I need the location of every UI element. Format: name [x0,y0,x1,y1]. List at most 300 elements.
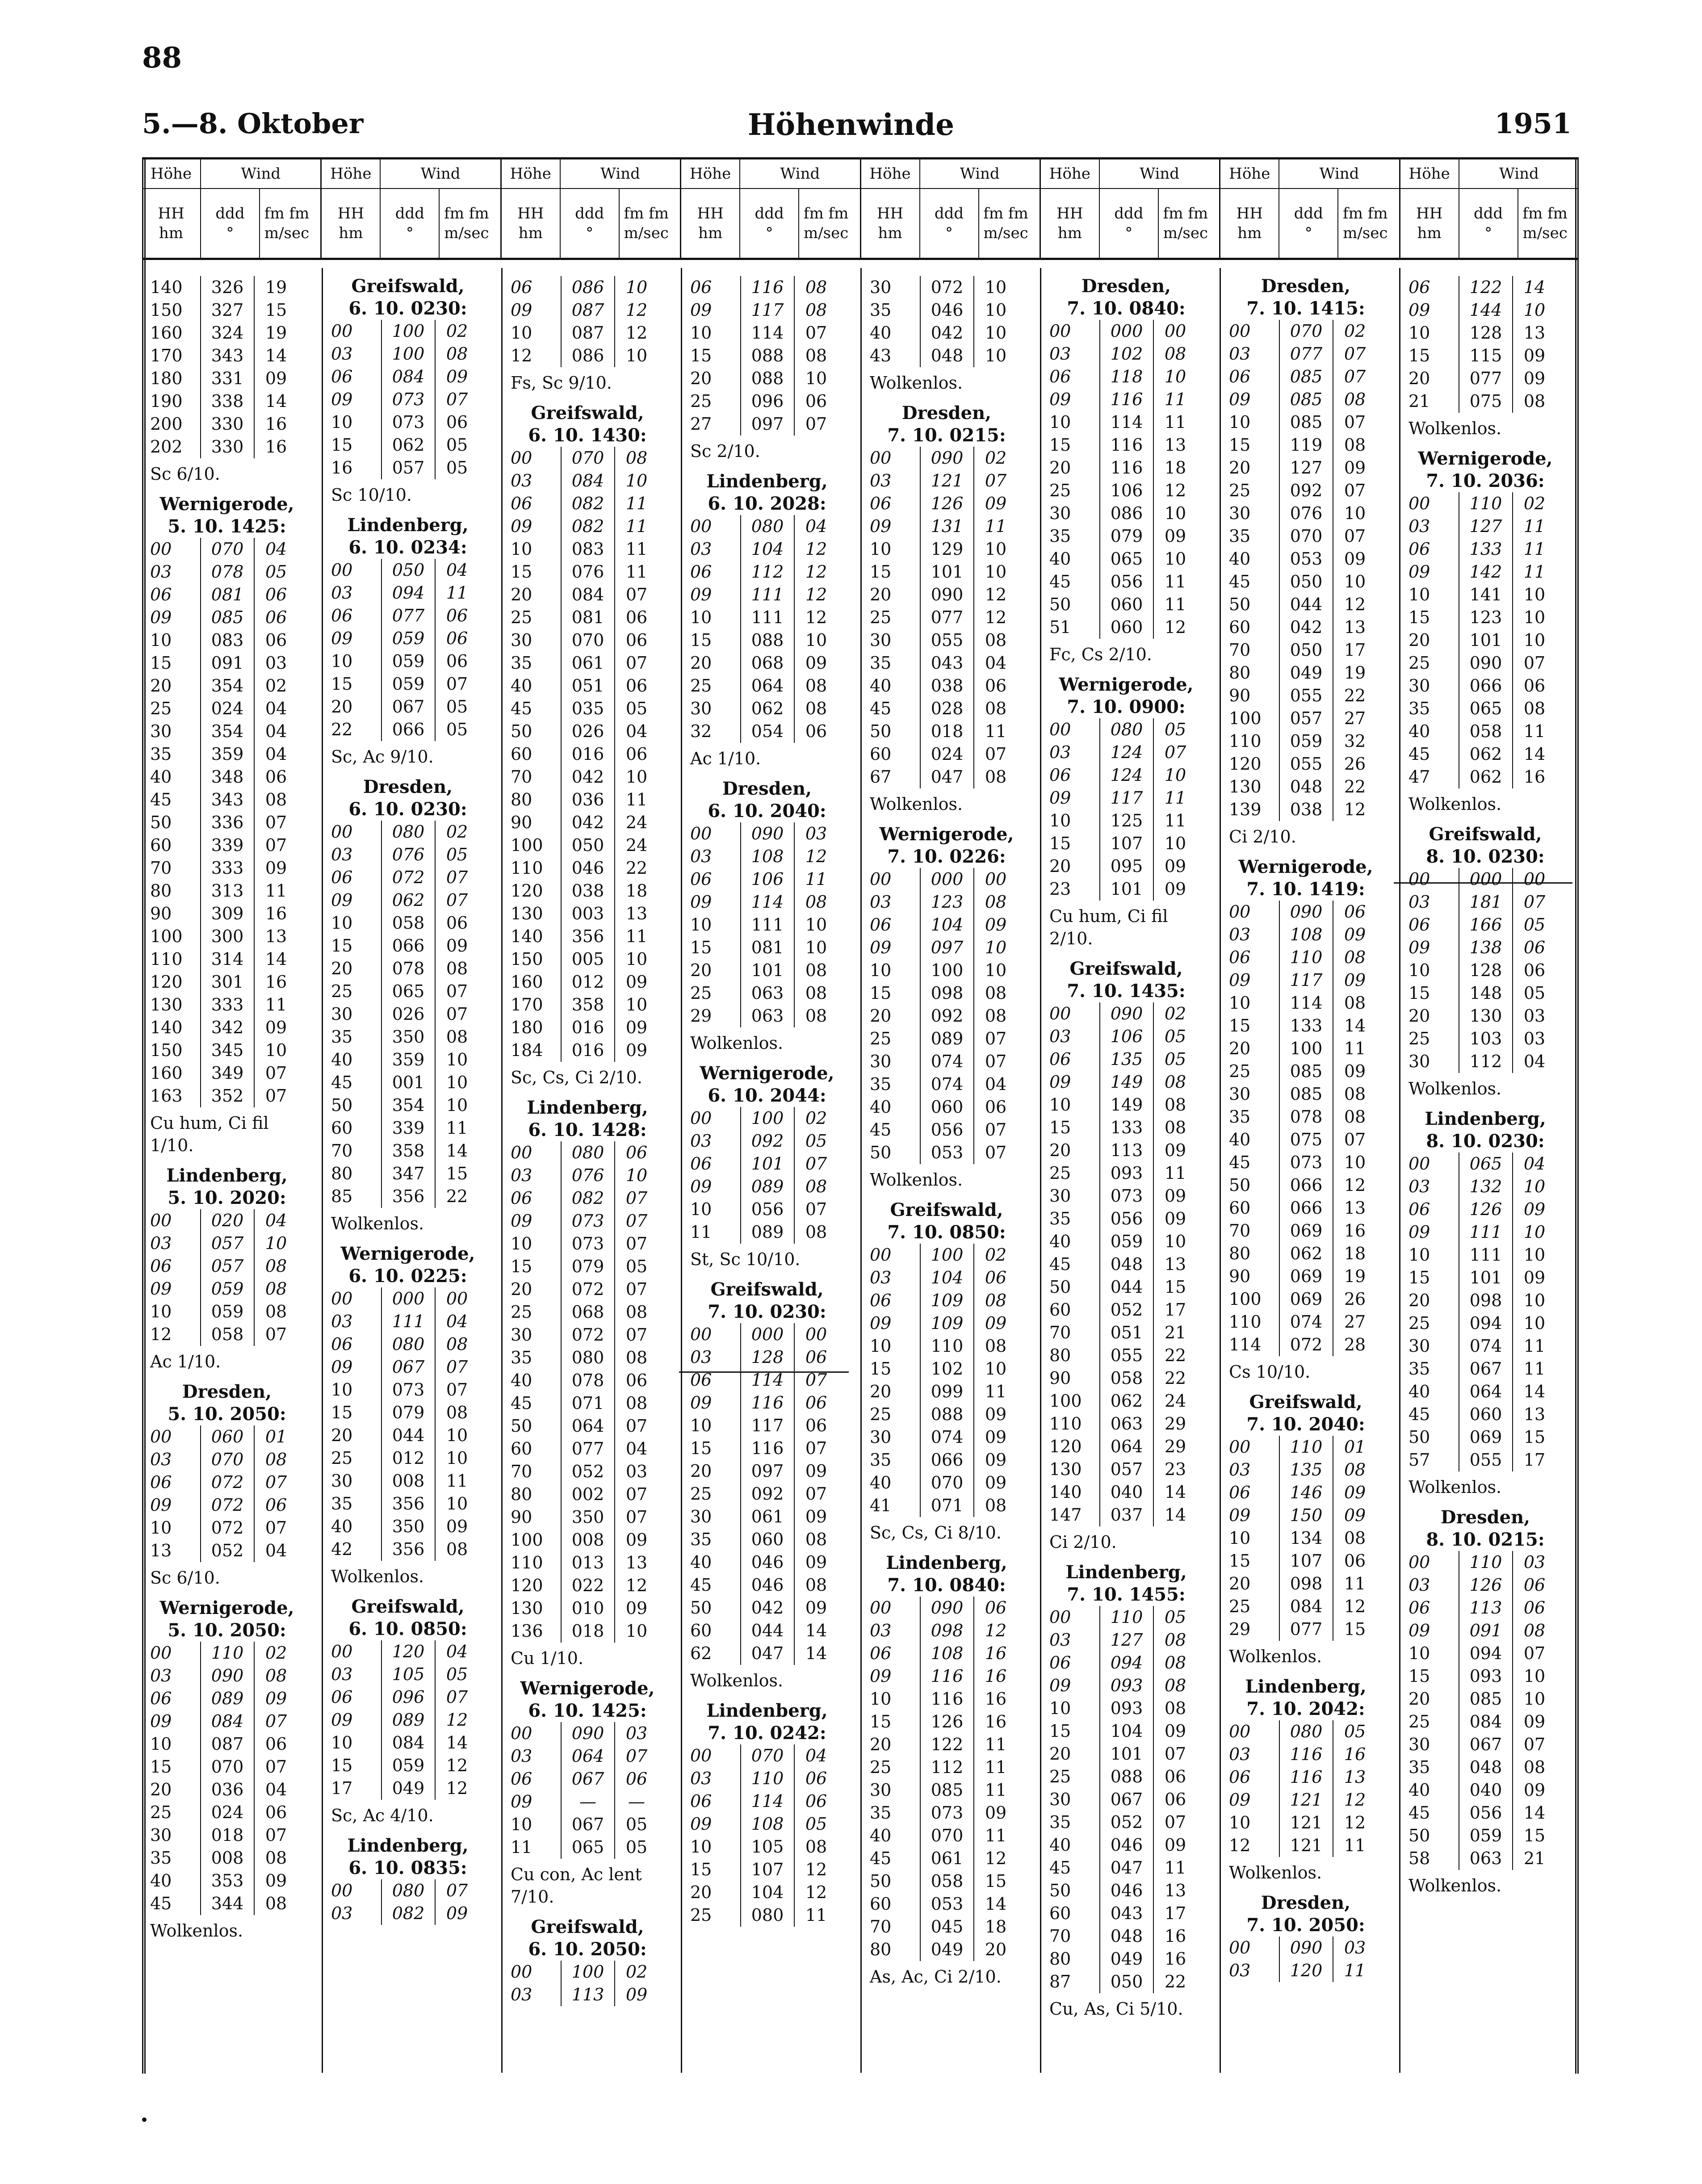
direction-cell: 052 [1099,1811,1154,1834]
table-row [682,868,852,891]
height-cell: 00 [150,1211,172,1230]
speed-cell: 18 [985,1917,1007,1937]
cloud-note: Cu 1/10. [511,1648,584,1668]
table-row [682,1175,852,1198]
height-cell: 06 [690,869,712,889]
table-row [1041,1606,1211,1629]
table-row [862,1027,1031,1050]
speed-cell: 09 [265,1871,287,1891]
station-name: Wernigerode, [340,1243,475,1264]
height-cell: 30 [1049,1790,1071,1809]
direction-cell: 079 [1099,525,1154,548]
speed-cell: 10 [985,938,1007,957]
height-cell: 10 [690,915,712,935]
direction-cell: 087 [561,299,615,322]
height-cell: 09 [150,1279,172,1299]
height-cell: 20 [1409,1006,1430,1026]
direction-cell: 046 [561,857,615,880]
speed-cell: 08 [625,1393,648,1413]
direction-cell: 020 [200,1209,255,1232]
speed-cell: 10 [625,767,648,787]
data-column [1399,268,1570,2073]
height-cell: 00 [150,539,172,559]
speed-cell: 02 [265,676,287,696]
speed-cell: 08 [1344,1084,1366,1104]
speed-cell: 09 [1344,1505,1366,1525]
table-row [1221,1550,1391,1572]
height-cell: 03 [331,845,353,864]
speed-cell: 07 [1164,1812,1186,1832]
table-row [142,720,312,743]
height-cell: 06 [1229,947,1251,967]
station-name: Greifswald, [1249,1392,1362,1413]
height-cell: 30 [1409,676,1430,696]
height-cell: 10 [690,1837,712,1857]
height-cell: 35 [1229,1107,1251,1127]
cloud-note: Cu con, Ac lent 7/10. [511,1865,642,1907]
height-cell: 16 [331,458,353,478]
cloud-note: Cu hum, Ci fil 1/10. [150,1113,269,1155]
speed-cell: 06 [446,629,468,648]
direction-cell: 066 [381,935,436,957]
height-cell: 25 [1049,1163,1071,1183]
speed-cell: 08 [1344,947,1366,967]
direction-cell: 089 [740,1175,795,1198]
station-readings [862,447,1031,788]
table-row [323,1879,493,1902]
direction-cell: 055 [1279,684,1333,707]
speed-cell: 08 [805,699,827,718]
direction-cell: 065 [1459,697,1513,720]
direction-cell: 109 [920,1312,974,1335]
height-cell: 15 [1229,1551,1251,1571]
direction-cell: 008 [200,1847,255,1870]
table-row [323,1379,493,1401]
direction-cell: 064 [1459,1380,1513,1403]
speed-cell: 08 [265,1666,287,1685]
speed-cell: 07 [446,1380,468,1400]
table-row [862,1266,1031,1289]
height-cell: 06 [690,277,712,297]
speed-cell: 08 [985,767,1007,787]
table-row [862,299,1031,322]
table-row [1041,855,1211,878]
height-cell: 190 [150,391,183,411]
speed-cell: 08 [265,790,287,809]
fmfm-label: fm fm [983,205,1028,222]
hm-label: hm [878,224,902,242]
height-cell: 03 [511,1746,532,1766]
height-cell: 50 [150,813,172,832]
speed-cell: 06 [1344,902,1366,922]
speed-cell: 19 [1344,1266,1366,1286]
table-row [862,1141,1031,1164]
direction-cell: — [561,1790,615,1813]
direction-cell: 072 [561,1278,615,1301]
speed-cell: 16 [985,1689,1007,1709]
observation-time: 7. 10. 0840: [887,1575,1006,1596]
table-row [862,583,1031,606]
table-row [1041,1139,1211,1162]
direction-cell: 062 [381,434,436,457]
direction-cell: 059 [381,1754,436,1777]
table-row [862,1893,1031,1916]
speed-cell: 06 [1344,1551,1366,1571]
table-row [1041,809,1211,832]
table-row [1400,1244,1570,1266]
table-row [682,720,852,743]
table-row [503,1210,672,1232]
speed-cell: 07 [1523,1735,1546,1754]
table-row [682,1505,852,1528]
speed-cell: 09 [446,367,468,386]
print-mark [142,2117,147,2122]
height-cell: 03 [1229,1961,1251,1980]
table-row [323,1003,493,1026]
speed-cell: 13 [1523,323,1546,343]
height-cell: 06 [1049,367,1071,386]
direction-cell: 080 [381,1333,436,1356]
observation-time: 6. 10. 2050: [528,1939,647,1960]
speed-cell: 15 [1523,1826,1546,1845]
speed-cell: 09 [1523,369,1546,388]
table-row [503,276,672,299]
table-row [1041,832,1211,855]
data-column [501,268,672,2073]
table-row [503,606,672,629]
direction-cell: 114 [1279,992,1333,1014]
speed-cell: 06 [985,1598,1007,1618]
data-column [681,268,852,2073]
speed-cell: 08 [625,448,648,468]
height-cell: 15 [1409,346,1430,365]
table-row [1221,434,1391,457]
speed-cell: 07 [985,744,1007,764]
speed-cell: 10 [446,1448,468,1468]
cloud-note: Fc, Cs 2/10. [1049,645,1152,664]
table-row [503,629,672,652]
direction-cell: 082 [381,1902,436,1925]
direction-cell: 059 [381,673,436,696]
direction-cell: 354 [200,720,255,743]
speed-cell: 13 [625,1553,648,1572]
height-cell: 35 [870,300,892,320]
direction-cell: 056 [740,1198,795,1221]
direction-cell: 053 [920,1893,974,1916]
speed-cell: 10 [1344,503,1366,523]
direction-cell: 049 [1279,662,1333,684]
speed-cell: 05 [446,435,468,455]
table-row [1400,652,1570,675]
height-cell: 15 [511,562,532,582]
direction-cell: 084 [200,1710,255,1733]
station-name: Wernigerode, [520,1678,655,1699]
table-row [1400,629,1570,652]
speed-cell: 05 [625,1837,648,1857]
direction-cell: 070 [561,447,615,469]
height-cell: 10 [1229,412,1251,432]
speed-cell: 14 [1164,1482,1186,1502]
table-row [682,561,852,583]
height-cell: 09 [690,1177,712,1196]
height-cell: 09 [331,890,353,910]
speed-cell: 11 [1164,390,1186,409]
table-row [1041,548,1211,570]
direction-cell: 093 [1099,1162,1154,1185]
table-row [862,743,1031,766]
speed-cell: 23 [1164,1459,1186,1479]
table-row [1400,868,1570,891]
speed-cell: 07 [1523,892,1546,912]
direction-cell: 058 [1459,720,1513,743]
station-readings [142,1642,312,1915]
direction-cell: 070 [200,538,255,561]
speed-cell: 09 [1523,1268,1546,1287]
speed-cell: 07 [985,1143,1007,1162]
table-row [862,868,1031,891]
direction-cell: 128 [740,1346,795,1369]
height-cell: 25 [331,1448,353,1468]
table-row [862,561,1031,583]
direction-cell: 050 [1279,639,1333,662]
wind-label: Wind [1319,165,1359,183]
table-row [682,1642,852,1665]
direction-cell: 353 [200,1870,255,1892]
hh-label: HH [337,205,365,222]
observation-time: 7. 10. 0215: [887,425,1006,446]
height-cell: 25 [690,1484,712,1504]
direction-cell: 096 [381,1686,436,1709]
speed-cell: 08 [265,1256,287,1276]
observation-time: 7. 10. 1455: [1067,1584,1186,1605]
table-row [1041,878,1211,901]
height-cell: 40 [1229,1130,1251,1149]
table-row [1221,1504,1391,1527]
height-cell: 15 [690,938,712,957]
table-row [1221,1220,1391,1242]
direction-cell: 085 [1459,1688,1513,1710]
height-cell: 10 [1049,1095,1071,1115]
speed-cell: 10 [805,915,827,935]
cloud-note: Wolkenlos. [331,1567,424,1586]
height-cell: 03 [1049,742,1071,762]
height-cell: 50 [1409,1427,1430,1447]
direction-cell: 018 [200,1824,255,1847]
cloud-note: Wolkenlos. [1409,794,1502,814]
speed-cell: 14 [265,346,287,365]
table-row [1400,1289,1570,1312]
speed-cell: 04 [985,653,1007,673]
direction-cell: 048 [1459,1756,1513,1779]
height-cell: 09 [331,629,353,648]
speed-cell: 11 [1164,595,1186,614]
speed-cell: 05 [1164,1049,1186,1069]
speed-cell: 10 [1164,367,1186,386]
table-row [1400,1426,1570,1449]
table-row [682,959,852,982]
station-readings [1221,320,1391,821]
speed-cell: 10 [1523,300,1546,320]
speed-cell: 09 [265,858,287,878]
table-row [862,1824,1031,1847]
table-row [503,583,672,606]
speed-cell: 09 [1523,1780,1546,1800]
height-cell: 25 [690,983,712,1003]
height-cell: 40 [1049,549,1071,569]
speed-cell: 06 [805,1393,827,1413]
height-cell: 25 [1409,1029,1430,1048]
height-cell: 57 [1409,1450,1430,1470]
direction-cell: 068 [561,1301,615,1324]
direction-cell: 073 [381,388,436,411]
speed-cell: 22 [1344,777,1366,796]
direction-cell: 072 [561,1324,615,1346]
observation-time: 5. 10. 1425: [168,516,286,537]
direction-cell: 036 [561,788,615,811]
table-row [862,1847,1031,1870]
table-row [682,606,852,629]
height-cell: 35 [331,1027,353,1047]
height-cell: 20 [690,960,712,980]
speed-cell: 07 [265,1472,287,1492]
direction-cell: 062 [1279,1242,1333,1265]
direction-cell: 070 [200,1448,255,1471]
speed-cell: 06 [805,721,827,741]
table-row [682,1528,852,1551]
table-row [142,834,312,857]
speed-cell: 08 [985,983,1007,1003]
speed-cell: 08 [1164,1095,1186,1115]
height-cell: 09 [150,1711,172,1731]
direction-cell: 102 [920,1358,974,1380]
table-row [323,1731,493,1754]
direction-cell: 313 [200,880,255,902]
direction-cell: 042 [1279,616,1333,639]
table-row [1221,1618,1391,1641]
table-row [1221,1083,1391,1106]
speed-cell: 07 [625,1484,648,1504]
hh-label: HH [1416,205,1443,222]
height-cell: 03 [690,847,712,866]
height-cell: 06 [331,1334,353,1354]
speed-cell: 10 [1344,572,1366,591]
height-cell: 25 [1049,1767,1071,1786]
table-row [142,276,312,299]
direction-cell: 076 [1279,502,1333,525]
height-cell: 03 [150,1666,172,1685]
height-cell: 20 [331,1425,353,1445]
direction-cell: 135 [1099,1048,1154,1071]
table-row [323,866,493,889]
ddd-label: ddd [934,205,964,222]
direction-cell: 100 [1279,1037,1333,1060]
speed-cell: 05 [1164,720,1186,739]
table-row [142,857,312,880]
height-cell: 00 [1049,720,1071,739]
table-row [1221,548,1391,570]
speed-cell: 07 [446,890,468,910]
station-name: Dresden, [1261,276,1351,297]
table-row [323,365,493,388]
direction-cell: 127 [1459,515,1513,538]
speed-cell: 14 [1344,1016,1366,1035]
speed-cell: 09 [1164,526,1186,546]
speed-cell: 13 [1164,1881,1186,1900]
column-header [502,159,681,258]
height-cell: 00 [690,1746,712,1765]
speed-cell: 11 [1344,1039,1366,1058]
height-cell: 30 [1229,1084,1251,1104]
observation-time: 5. 10. 2050: [168,1620,286,1641]
direction-cell: 052 [1099,1299,1154,1321]
speed-cell: 06 [625,1371,648,1390]
table-row [1400,1551,1570,1574]
direction-cell: 069 [1279,1220,1333,1242]
speed-cell: 09 [1164,1209,1186,1228]
station-name: Dresden, [363,776,453,797]
direction-cell: 084 [1459,1710,1513,1733]
height-cell: 140 [1049,1482,1082,1502]
speed-cell: 05 [265,562,287,582]
speed-cell: 08 [625,1302,648,1322]
table-row [862,936,1031,959]
speed-cell: 09 [985,1404,1007,1424]
observation-time: 6. 10. 2044: [708,1085,826,1106]
cloud-note: Wolkenlos. [690,1033,784,1053]
direction-cell: 094 [1459,1642,1513,1665]
speed-cell: 02 [985,448,1007,468]
height-cell: 00 [511,1962,532,1982]
height-cell: 150 [511,949,543,969]
speed-cell: 15 [446,1164,468,1183]
direction-cell: 128 [1459,322,1513,344]
height-cell: 09 [1049,390,1071,409]
speed-cell: 12 [805,585,827,604]
speed-cell: 06 [625,1769,648,1789]
height-cell: 114 [1229,1335,1262,1354]
table-row [1041,741,1211,764]
direction-cell: 040 [1099,1481,1154,1504]
wind-label: Wind [1140,165,1179,183]
height-cell: 50 [1229,595,1251,614]
height-cell: 130 [150,995,183,1014]
cloud-note: Wolkenlos. [1409,1079,1502,1098]
speed-cell: 16 [265,414,287,434]
observation-time: 8. 10. 0230: [1426,1131,1545,1152]
table-row [142,1278,312,1300]
observation-time: 7. 10. 0850: [887,1222,1006,1243]
direction-cell: 356 [381,1185,436,1208]
height-cell: 160 [150,1063,183,1083]
direction-cell: 016 [561,1039,615,1062]
table-row [1221,639,1391,662]
direction-cell: 036 [200,1778,255,1801]
height-cell: 03 [1229,1460,1251,1480]
direction-cell: 055 [1459,1449,1513,1471]
speed-cell: 02 [265,1643,287,1663]
direction-cell: 090 [920,1597,974,1619]
direction-cell: 074 [1279,1311,1333,1333]
speed-cell: 08 [446,1027,468,1047]
table-row [503,857,672,880]
speed-cell: 06 [625,1143,648,1162]
speed-cell: 09 [805,1598,827,1618]
direction-cell: 012 [561,971,615,993]
table-row [142,322,312,344]
speed-cell: 11 [1344,1961,1366,1980]
table-row [503,743,672,766]
direction-cell: 092 [1279,479,1333,502]
